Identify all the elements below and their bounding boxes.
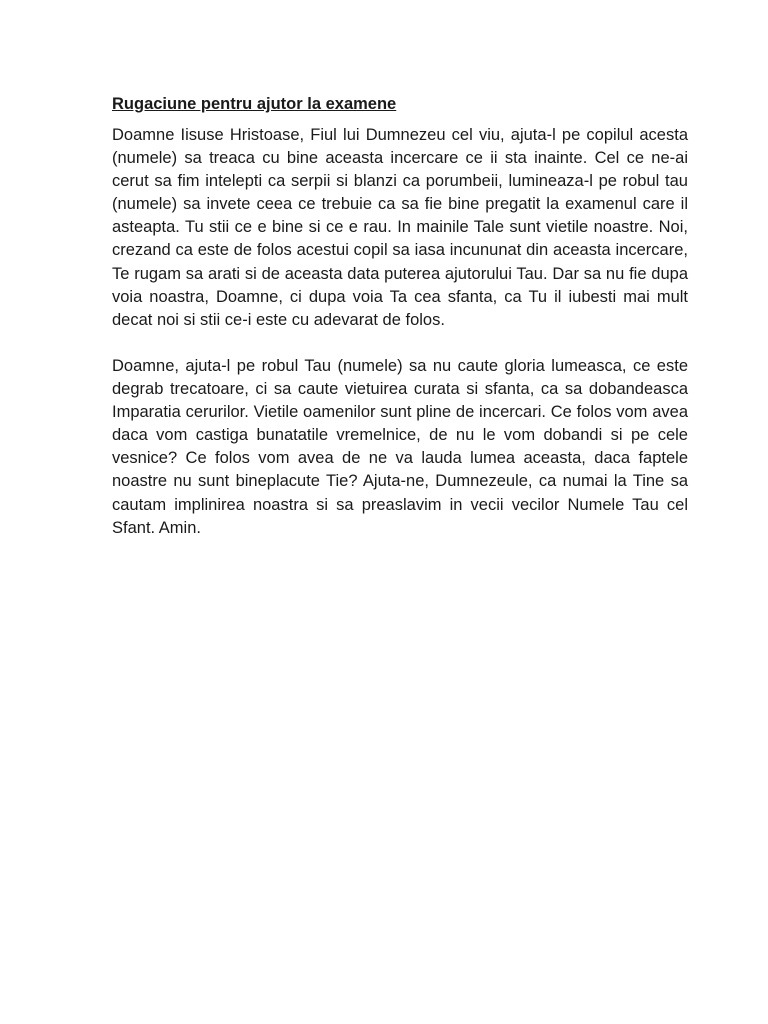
- paragraph-2: Doamne, ajuta-l pe robul Tau (numele) sa nu caute gloria lumeasca, ce este degrab trecatoare, ci sa caute vietuirea curata si sfanta, ca sa dobandeasca Imparatia cerurilor. Vietile oamenilor sunt pline de incercari. Ce folos vom avea daca vom castiga bunatatile vremelnice, de nu le vom dobandi si pe cele vesnice? Ce folos vom avea de ne va lauda lumea aceasta, daca faptele noastre nu sunt bineplacute Tie? Ajuta-ne, Dumnezeule, ca numai la Tine sa cautam implinirea noastra si sa preaslavim in vecii vecilor Numele Tau cel Sfant. Amin.: [112, 356, 688, 537]
- document-title: Rugaciune pentru ajutor la examene: [112, 95, 397, 113]
- document-body: [112, 93, 688, 540]
- paragraph-1: Doamne Iisuse Hristoase, Fiul lui Dumnezeu cel viu, ajuta-l pe copilul acesta (numele) sa treaca cu bine aceasta incercare ce ii sta inainte. Cel ce ne-ai cerut sa fim intelepti ca serpii si blanzi ca porumbeii, lumineaza-l pe robul tau (numele) sa invete ceea ce trebuie ca sa fie bine pregatit la examenul care il asteapta. Tu stii ce e bine si ce e rau. In mainile Tale sunt vietile noastre. Noi, crezand ca este de folos acestui copil sa iasa incununat din aceasta incercare, Te rugam sa arati si de aceasta data puterea ajutorului Tau. Dar sa nu fie dupa voia noastra, Doamne, ci dupa voia Ta cea sfanta, ca Tu il iubesti mai mult decat noi si stii ce-i este cu adevarat de folos.: [112, 126, 688, 329]
